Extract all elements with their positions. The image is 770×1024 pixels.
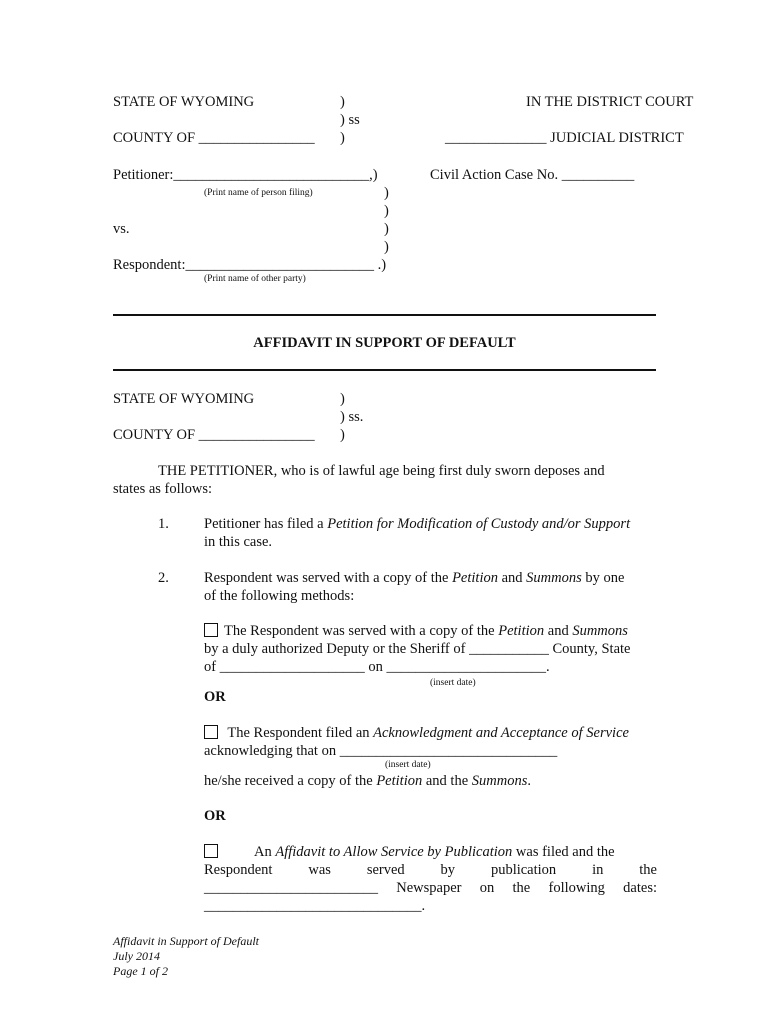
text-run: Petition xyxy=(452,570,498,586)
caption-state: STATE OF WYOMING xyxy=(113,94,255,110)
case-number: Civil Action Case No. __________ xyxy=(430,167,635,183)
respondent-hint: (Print name of other party) xyxy=(204,274,306,284)
caption-paren: ) xyxy=(384,221,389,237)
document-title: AFFIDAVIT IN SUPPORT OF DEFAULT xyxy=(253,335,516,351)
text-run: The Respondent was served with a copy of the xyxy=(224,623,499,639)
option-deputy-service xyxy=(204,622,628,640)
item-2-text: of the following methods: xyxy=(204,588,355,604)
text-run: the xyxy=(639,862,657,878)
divider-top xyxy=(113,314,656,316)
text-run: Petition xyxy=(376,773,423,789)
option-publication-text xyxy=(204,879,657,897)
text-run: following xyxy=(548,880,605,896)
item-1-text xyxy=(204,515,630,533)
text-run: he/she received a copy of the xyxy=(204,773,377,789)
option-acknowledgment-text xyxy=(204,772,531,790)
caption-paren: ) xyxy=(340,427,345,443)
text-run: was filed and the xyxy=(512,844,615,860)
option-deputy-text: by a duly authorized Deputy or the Sheriff of ___________ County, State xyxy=(204,641,631,657)
text-run xyxy=(204,843,615,861)
caption-paren: ) xyxy=(384,203,389,219)
text-run: . xyxy=(527,773,531,789)
text-run: served xyxy=(366,862,405,878)
caption-state: STATE OF WYOMING xyxy=(113,391,255,407)
text-run: and xyxy=(544,623,573,639)
text-run: Acknowledgment and Acceptance of Service xyxy=(373,725,629,741)
respondent-line: Respondent:__________________________ .) xyxy=(113,257,387,273)
item-number: 2. xyxy=(158,570,169,586)
text-run: Newspaper xyxy=(396,880,462,896)
divider-bottom xyxy=(113,369,656,371)
text-run: publication xyxy=(490,862,557,878)
footer-date: July 2014 xyxy=(113,949,160,963)
text-run: Summons xyxy=(526,570,582,586)
or-label: OR xyxy=(204,808,226,824)
caption-paren: ) xyxy=(340,94,345,110)
caption-paren: ) xyxy=(384,185,389,201)
court-name: IN THE DISTRICT COURT xyxy=(526,94,694,110)
option-deputy-text: of ____________________ on ______________________. xyxy=(204,659,550,675)
text-run: and xyxy=(497,570,527,586)
option-acknowledgment xyxy=(204,724,629,742)
checkbox[interactable] xyxy=(204,725,218,739)
text-run: and the xyxy=(422,773,472,789)
text-run: on xyxy=(479,880,495,896)
text-run: Affidavit to Allow Service by Publication xyxy=(275,844,513,860)
text-run: in xyxy=(592,862,604,878)
text-run: ________________________ xyxy=(204,880,378,896)
option-publication xyxy=(204,843,657,861)
vs-label: vs. xyxy=(113,221,130,237)
text-run: Respondent was served with a copy of the xyxy=(204,570,453,586)
item-number: 1. xyxy=(158,516,169,532)
text-run: Summons xyxy=(572,623,628,639)
text-run: Petition xyxy=(498,623,545,639)
text-run: Summons xyxy=(471,773,528,789)
footer-title: Affidavit in Support of Default xyxy=(113,934,259,948)
caption-paren: ) xyxy=(340,391,345,407)
text-run: was xyxy=(308,862,331,878)
text-run: the xyxy=(512,880,531,896)
text-run: by xyxy=(440,862,456,878)
text-run: An xyxy=(254,844,276,860)
item-1-text: Petitioner has filed a xyxy=(204,516,328,532)
or-label: OR xyxy=(204,689,226,705)
text-run: Respondent xyxy=(204,862,273,878)
checkbox[interactable] xyxy=(204,844,218,858)
caption-county: COUNTY OF ________________ xyxy=(113,130,315,146)
checkbox[interactable] xyxy=(204,623,218,637)
option-publication-text xyxy=(204,861,657,879)
petition-title: Petition for Modification of Custody and/or Support xyxy=(327,516,631,532)
caption-paren-ss: ) ss. xyxy=(340,409,364,425)
option-publication-text: ______________________________. xyxy=(204,898,426,914)
option-acknowledgment-text: acknowledging that on ______________________________ xyxy=(204,743,558,759)
footer-page: Page 1 of 2 xyxy=(113,964,168,978)
caption-county: COUNTY OF ________________ xyxy=(113,427,315,443)
petitioner-line: Petitioner:___________________________,) xyxy=(113,167,378,183)
judicial-district: ______________ JUDICIAL DISTRICT xyxy=(445,130,684,146)
date-hint: (insert date) xyxy=(385,760,431,770)
caption-paren: ) xyxy=(340,130,345,146)
petitioner-hint: (Print name of person filing) xyxy=(204,188,313,198)
item-1-text: in this case. xyxy=(204,534,273,550)
text-run: by one xyxy=(581,570,625,586)
caption-paren-ss: ) ss xyxy=(340,112,360,128)
item-2-text xyxy=(204,569,624,587)
text-run: dates: xyxy=(623,880,657,896)
text-run: The Respondent filed an xyxy=(224,725,374,741)
intro-line: states as follows: xyxy=(113,481,213,497)
intro-line: THE PETITIONER, who is of lawful age being first duly sworn deposes and xyxy=(158,463,605,479)
caption-paren: ) xyxy=(384,239,389,255)
date-hint: (insert date) xyxy=(430,678,476,688)
